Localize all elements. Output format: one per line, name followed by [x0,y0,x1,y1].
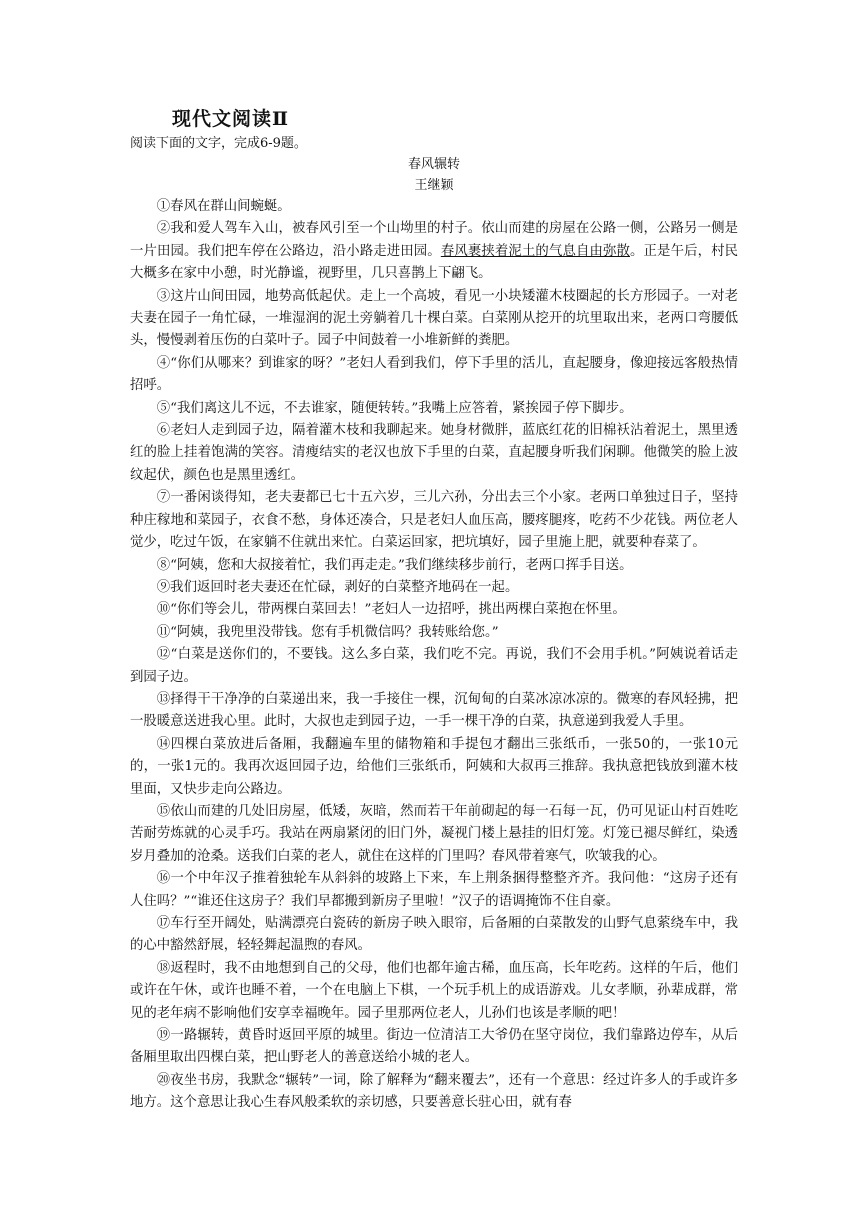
paragraph-1: ①春风在群山间蜿蜒。 [156,199,291,214]
paragraph-16: ⑯一个中年汉子推着独轮车从斜斜的坡路上下来，车上荆条捆得整整齐齐。我问他：“这房子还有人住吗？”“谁还住这房子？我们早都搬到新房子里啦！”汉子的语调掩饰不住自豪。 [130,871,738,909]
paragraph-4: ④“你们从哪来？到谁家的呀？”老妇人看到我们，停下手里的活儿，直起腰身，像迎接远客般热情招呼。 [130,355,738,394]
paragraph-7: ⑦一番闲谈得知，老夫妻都已七十五六岁，三儿六孙，分出去三个小家。老两口单独过日子，坚持种庄稼地和菜园子，衣食不愁，身体还凑合，只是老妇人血压高，腰疼腿疼，吃药不少花钱。两位老人觉少，吃过午饭，在家躺不住就出来忙。白菜运回家，把坑填好，园子里施上肥，就要种春菜了。 [130,490,738,551]
paragraph-17: ⑰车行至开阔处，贴满漂亮白瓷砖的新房子映入眼帘，后备厢的白菜散发的山野气息萦绕车中，我的心中豁然舒展，轻轻舞起温煦的春风。 [130,916,738,954]
paragraph-14: ⑭四棵白菜放进后备厢，我翻遍车里的储物箱和手提包才翻出三张纸币，一张50的，一张10元的，一张1元的。我再次返回园子边，给他们三张纸币，阿姨和大叔再三推辞。我执意把钱放到灌木枝里面，又快步走向公路边。 [130,736,738,797]
paragraph-11: ⑪“阿姨，我兜里没带钱。您有手机微信吗？我转账给您。” [156,624,499,640]
paragraph-8: ⑧“阿姨，您和大叔接着忙，我们再走走。”我们继续移步前行，老两口挥手目送。 [156,557,633,573]
paragraph-18: ⑱返程时，我不由地想到自己的父母，他们也都年逾古稀，血压高，长年吃药。这样的午后，他们或许在午休，或许也睡不着，一个在电脑上下棋，一个玩手机上的成语游戏。儿女孝顺，孙辈成群，常见的老年病不影响他们安享幸福晚年。园子里那两位老人，儿孙们也该是孝顺的吧！ [130,960,738,1021]
paragraph-20: ⑳夜坐书房，我默念“辗转”一词，除了解释为“翻来覆去”，还有一个意思：经过许多人的手或许多地方。这个意思让我心生春风般柔软的亲切感，只要善意长驻心田，就有春 [130,1072,738,1111]
paragraph-3: ③这片山间田园，地势高低起伏。走上一个高坡，看见一小块矮灌木枝圈起的长方形园子。一对老夫妻在园子一角忙碌，一堆湿润的泥土旁躺着几十棵白菜。白菜刚从挖开的坑里取出来，老两口弯腰低头，慢慢剥着压伤的白菜叶子。园子中间鼓着一小堆新鲜的粪肥。 [130,288,738,349]
reading-instruction: 阅读下面的文字，完成6-9题。 [130,136,307,151]
paragraph-2 [130,218,738,285]
paragraph-2-text-after: 。正是午后，村民大概多在家中小憩，时光静谧，视野里，几只喜鹊上下翩飞。 [130,243,739,282]
paragraph-9: ⑨我们返回时老夫妻还在忙碌，剥好的白菜整齐地码在一起。 [156,579,519,595]
article-body [130,196,738,1115]
section-title: 现代文阅读Ⅱ [172,108,290,130]
article-title: 春风辗转 [407,157,460,172]
paragraph-12: ⑫“白菜是送你们的，不要钱。这么多白菜，我们吃不完。再说，我们不会用手机。”阿姨说着话走到园子边。 [130,647,738,685]
paragraph-15: ⑮依山而建的几处旧房屋，低矮，灰暗，然而若干年前砌起的每一石每一瓦，仍可见证山村百姓吃苦耐劳炼就的心灵手巧。我站在两扇紧闭的旧门外，凝视门楼上悬挂的旧灯笼。灯笼已褪尽鲜红，染透岁月叠加的沧桑。送我们白菜的老人，就住在这样的门里吗？春风带着寒气，吹皱我的心。 [130,803,738,864]
paragraph-6: ⑥老妇人走到园子边，隔着灌木枝和我聊起来。她身材微胖，蓝底红花的旧棉袄沾着泥土，黑里透红的脸上挂着饱满的笑容。清瘦结实的老汉也放下手里的白菜，直起腰身听我们闲聊。他微笑的脸上波纹起伏，颜色也是黑里透红。 [130,423,738,483]
paragraph-19: ⑲一路辗转，黄昏时返回平原的城里。街边一位清洁工大爷仍在坚守岗位，我们靠路边停车，从后备厢里取出四棵白菜，把山野老人的善意送给小城的老人。 [130,1028,738,1066]
paragraph-10: ⑩“你们等会儿，带两棵白菜回去！”老妇人一边招呼，挑出两棵白菜抱在怀里。 [156,602,626,618]
document-page [130,104,738,1115]
paragraph-13: ⑬择得干干净净的白菜递出来，我一手接住一棵，沉甸甸的白菜冰凉冰凉的。微寒的春风轻拂，把一股暖意送进我心里。此时，大叔也走到园子边，一手一棵干净的白菜，执意递到我爱人手里。 [130,691,738,730]
paragraph-2-text-before: ②我和爱人驾车入山，被春风引至一个山坳里的村子。依山而建的房屋在公路一侧，公路另一侧是一片田园。我们把车停在公路边，沿小路走进田园。 [130,221,738,259]
paragraph-5: ⑤“我们离这儿不远，不去谁家，随便转转。”我嘴上应答着，紧挨园子停下脚步。 [156,400,633,416]
article-author: 王继颖 [414,178,454,193]
underlined-sentence: 春风裹挟着泥土的气息自由弥散 [440,243,631,259]
